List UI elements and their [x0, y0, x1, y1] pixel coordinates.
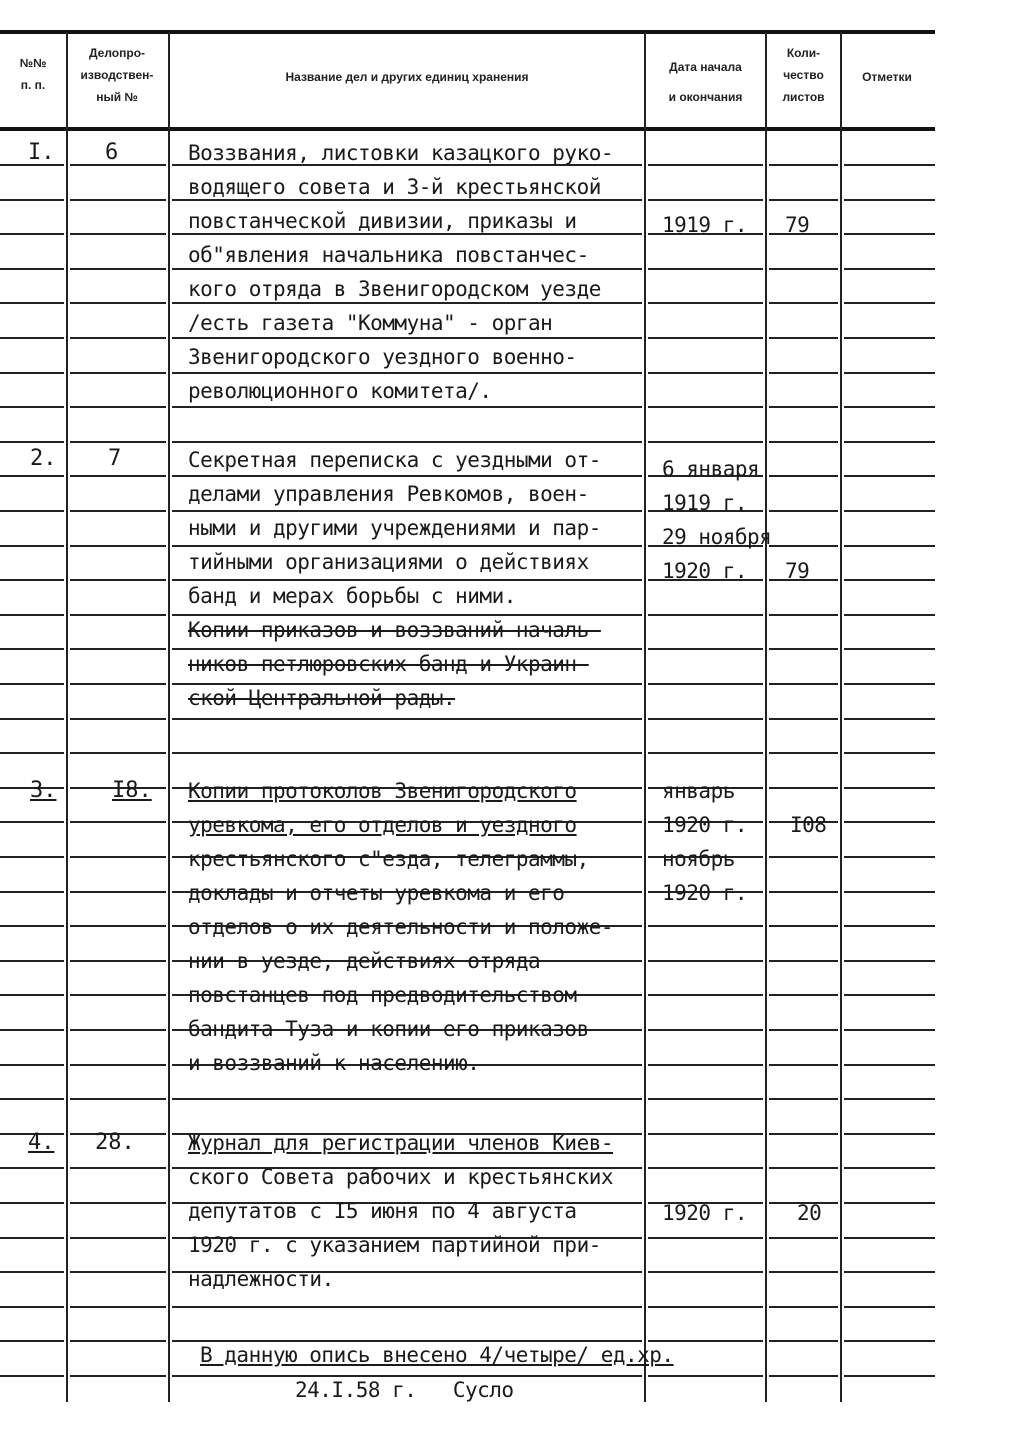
- ruled-line: [648, 960, 763, 962]
- ruled-line: [648, 1098, 763, 1100]
- ruled-line: [648, 1133, 763, 1135]
- ruled-line: [844, 545, 935, 547]
- row2-title: [188, 443, 601, 715]
- ruled-line: [648, 1306, 763, 1308]
- row3-date-line: январь: [662, 779, 735, 803]
- ruled-line: [0, 406, 64, 408]
- ruled-line: [172, 752, 642, 754]
- ruled-line: [648, 994, 763, 996]
- ruled-line: [0, 545, 64, 547]
- ruled-line: [844, 337, 935, 339]
- ruled-line: [648, 1375, 763, 1377]
- ruled-line: [769, 1064, 838, 1066]
- ruled-line: [70, 1306, 166, 1308]
- ruled-line: [844, 787, 935, 789]
- ruled-line: [0, 821, 64, 823]
- ruled-line: [844, 1306, 935, 1308]
- col-divider-1: [66, 32, 68, 1402]
- row3-line: отделов о их деятельности и положе-: [188, 915, 614, 939]
- ruled-line: [844, 268, 935, 270]
- row3-line: уревкома, его отделов и уездного: [188, 813, 577, 837]
- ruled-line: [70, 510, 166, 512]
- ruled-line: [70, 614, 166, 616]
- ruled-line: [769, 925, 838, 927]
- ruled-line: [648, 199, 763, 201]
- ruled-line: [0, 510, 64, 512]
- row1-sheets: 79: [785, 213, 810, 237]
- ruled-line: [844, 372, 935, 374]
- ruled-line: [70, 1340, 166, 1342]
- ruled-line: [70, 199, 166, 201]
- header-col-office-num: [68, 42, 166, 108]
- ruled-line: [769, 683, 838, 685]
- ruled-line: [844, 302, 935, 304]
- ruled-line: [70, 579, 166, 581]
- footer-date-signature: 24.I.58 г. Сусло: [295, 1378, 514, 1402]
- row3-num: 3.: [30, 778, 57, 803]
- ruled-line: [844, 1271, 935, 1273]
- ruled-line: [844, 1133, 935, 1135]
- ruled-line: [0, 1340, 64, 1342]
- ruled-line: [769, 891, 838, 893]
- ruled-line: [70, 856, 166, 858]
- ruled-line: [172, 1098, 642, 1100]
- ruled-line: [70, 752, 166, 754]
- ruled-line: [0, 372, 64, 374]
- ruled-line: [70, 960, 166, 962]
- ruled-line: [172, 718, 642, 720]
- ruled-line: [0, 233, 64, 235]
- ruled-line: [0, 960, 64, 962]
- ruled-line: [70, 648, 166, 650]
- header-top-rule: [0, 30, 935, 34]
- row3-line: и воззваний к населению.: [188, 1051, 480, 1075]
- ruled-line: [648, 302, 763, 304]
- ruled-line: [0, 994, 64, 996]
- row2-sheets: 79: [785, 559, 810, 583]
- row2-line: Секретная переписка с уездными от-: [188, 448, 601, 472]
- ruled-line: [844, 925, 935, 927]
- header-office-line3: ный №: [96, 90, 138, 104]
- ruled-line: [844, 1098, 935, 1100]
- ruled-line: [648, 1029, 763, 1031]
- row3-title: [188, 774, 613, 1080]
- ruled-line: [844, 856, 935, 858]
- row3-line: доклады и отчеты уревкома и его: [188, 881, 565, 905]
- ruled-line: [769, 787, 838, 789]
- ruled-line: [70, 233, 166, 235]
- ruled-line: [648, 925, 763, 927]
- ruled-line: [70, 337, 166, 339]
- ruled-line: [70, 545, 166, 547]
- ruled-line: [769, 1029, 838, 1031]
- row3-line: бандита Туза и копии его приказов: [188, 1017, 589, 1041]
- ruled-line: [0, 925, 64, 927]
- ruled-line: [0, 683, 64, 685]
- ruled-line: [648, 1064, 763, 1066]
- ruled-line: [769, 718, 838, 720]
- header-col-title: Название дел и других единиц хранения: [285, 70, 529, 84]
- ruled-line: [648, 614, 763, 616]
- ruled-line: [70, 1237, 166, 1239]
- ruled-line: [648, 164, 763, 166]
- ruled-line: [0, 718, 64, 720]
- row2-dates: [662, 452, 771, 588]
- ruled-line: [70, 925, 166, 927]
- ruled-line: [844, 994, 935, 996]
- ruled-line: [70, 718, 166, 720]
- ruled-line: [70, 1098, 166, 1100]
- header-sheets-line2: чество: [783, 68, 824, 82]
- ruled-line: [648, 1237, 763, 1239]
- ruled-line: [0, 614, 64, 616]
- row2-date-line: 1920 г.: [662, 559, 748, 583]
- ruled-line: [769, 1306, 838, 1308]
- row4-dates: 1920 г.: [662, 1201, 748, 1225]
- ruled-line: [844, 1202, 935, 1204]
- ruled-line: [844, 579, 935, 581]
- header-col-dates: [646, 52, 765, 112]
- ruled-line: [0, 1029, 64, 1031]
- row2-line: банд и мерах борьбы с ними.: [188, 584, 516, 608]
- row3-line: крестьянского с"езда, телеграммы,: [188, 847, 589, 871]
- ruled-line: [0, 1167, 64, 1169]
- row1-line: Звенигородского уездного военно-: [188, 345, 577, 369]
- ruled-line: [70, 683, 166, 685]
- ruled-line: [70, 1029, 166, 1031]
- row2-line: тийными организациями о действиях: [188, 550, 589, 574]
- ruled-line: [70, 302, 166, 304]
- ruled-line: [70, 1271, 166, 1273]
- ruled-line: [0, 268, 64, 270]
- ruled-line: [0, 1375, 64, 1377]
- ruled-line: [0, 856, 64, 858]
- row1-line: Воззвания, листовки казацкого руко-: [188, 141, 614, 165]
- row2-struck-line: ников петлюровских банд и Украин-: [188, 652, 589, 676]
- row2-date-line: 6 января: [662, 457, 760, 481]
- header-sheets-line3: листов: [782, 90, 825, 104]
- ruled-line: [172, 1306, 642, 1308]
- header-col-notes: Отметки: [862, 70, 912, 84]
- ruled-line: [769, 199, 838, 201]
- ruled-line: [70, 994, 166, 996]
- ruled-line: [844, 475, 935, 477]
- ruled-line: [0, 1064, 64, 1066]
- ruled-line: [769, 1098, 838, 1100]
- row4-line: надлежности.: [188, 1267, 334, 1291]
- row4-num: 4.: [28, 1130, 55, 1155]
- ruled-line: [769, 960, 838, 962]
- ruled-line: [844, 199, 935, 201]
- header-col-sheets: [767, 42, 840, 108]
- ruled-line: [844, 821, 935, 823]
- ruled-line: [844, 960, 935, 962]
- ruled-line: [70, 1167, 166, 1169]
- ruled-line: [844, 1029, 935, 1031]
- row4-sheets: 20: [797, 1201, 822, 1225]
- ruled-line: [844, 718, 935, 720]
- ruled-line: [844, 752, 935, 754]
- row3-date-line: 1920 г.: [662, 813, 748, 837]
- ruled-line: [769, 302, 838, 304]
- row4-line: ского Совета рабочих и крестьянских: [188, 1165, 614, 1189]
- row2-office-num: 7: [108, 446, 122, 471]
- col-divider-2: [168, 32, 170, 1402]
- row4-line: Журнал для регистрации членов Киев-: [188, 1131, 614, 1155]
- row1-office-num: 6: [105, 140, 119, 165]
- ruled-line: [0, 1237, 64, 1239]
- ruled-line: [844, 164, 935, 166]
- header-dates-line2: и окончания: [668, 90, 743, 104]
- ruled-line: [769, 614, 838, 616]
- ruled-line: [844, 614, 935, 616]
- header-bottom-rule: [0, 127, 935, 131]
- ruled-line: [769, 1375, 838, 1377]
- ruled-line: [844, 441, 935, 443]
- ruled-line: [648, 752, 763, 754]
- row1-line: кого отряда в Звенигородском уезде: [188, 277, 601, 301]
- ruled-line: [70, 406, 166, 408]
- ruled-line: [0, 1271, 64, 1273]
- row1-line: /есть газета "Коммуна" - орган: [188, 311, 553, 335]
- ruled-line: [0, 199, 64, 201]
- ruled-line: [0, 337, 64, 339]
- header-dates-line1: Дата начала: [669, 60, 742, 74]
- row1-line: революционного комитета/.: [188, 379, 492, 403]
- col-divider-5: [840, 32, 842, 1402]
- ruled-line: [648, 1167, 763, 1169]
- ruled-line: [70, 1064, 166, 1066]
- row1-title: [188, 136, 613, 408]
- ruled-line: [844, 233, 935, 235]
- ruled-line: [769, 268, 838, 270]
- row1-num: I.: [28, 140, 55, 165]
- ruled-line: [769, 1271, 838, 1273]
- ruled-line: [70, 891, 166, 893]
- ruled-line: [844, 1167, 935, 1169]
- ruled-line: [0, 891, 64, 893]
- footer-summary: В данную опись внесено 4/четыре/ ед.хр.: [200, 1343, 674, 1367]
- ruled-line: [844, 1340, 935, 1342]
- row1-line: водящего совета и 3-й крестьянской: [188, 175, 601, 199]
- ruled-line: [0, 1202, 64, 1204]
- header-col-num: [2, 52, 64, 96]
- row1-dates: 1919 г.: [662, 213, 748, 237]
- row3-sheets: I08: [790, 813, 827, 837]
- ruled-line: [648, 337, 763, 339]
- ruled-line: [769, 856, 838, 858]
- row2-num: 2.: [30, 446, 57, 471]
- ruled-line: [648, 718, 763, 720]
- row2-struck-line: ской Центральной рады.: [188, 686, 456, 710]
- row1-line: повстанческой дивизии, приказы и: [188, 209, 577, 233]
- ruled-line: [769, 475, 838, 477]
- header-col-num-line1: №№: [19, 56, 47, 70]
- row3-dates: [662, 774, 747, 910]
- row2-date-line: 1919 г.: [662, 491, 748, 515]
- ruled-line: [70, 268, 166, 270]
- row2-line: ными и другими учреждениями и пар-: [188, 516, 601, 540]
- ruled-line: [70, 1375, 166, 1377]
- row4-line: депутатов с I5 июня по 4 августа: [188, 1199, 577, 1223]
- ruled-line: [769, 406, 838, 408]
- ruled-line: [0, 579, 64, 581]
- ruled-line: [844, 648, 935, 650]
- row2-date-line: 29 ноября: [662, 525, 772, 549]
- col-divider-4: [765, 32, 767, 1402]
- ruled-line: [844, 406, 935, 408]
- ruled-line: [648, 406, 763, 408]
- ruled-line: [648, 441, 763, 443]
- ruled-line: [844, 1237, 935, 1239]
- ruled-line: [769, 994, 838, 996]
- ruled-line: [0, 1098, 64, 1100]
- ruled-line: [769, 1237, 838, 1239]
- ruled-line: [769, 164, 838, 166]
- ruled-line: [769, 337, 838, 339]
- header-office-line2: изводствен-: [80, 68, 154, 82]
- ruled-line: [70, 821, 166, 823]
- row3-line: повстанцев под предводительством: [188, 983, 577, 1007]
- ruled-line: [844, 1375, 935, 1377]
- ruled-line: [844, 891, 935, 893]
- ruled-line: [844, 510, 935, 512]
- row4-title: [188, 1126, 613, 1296]
- header-office-line1: Делопро-: [88, 46, 146, 60]
- ruled-line: [648, 268, 763, 270]
- ruled-line: [769, 545, 838, 547]
- ruled-line: [648, 372, 763, 374]
- ruled-line: [769, 441, 838, 443]
- header-col-num-line2: п. п.: [20, 78, 46, 92]
- ruled-line: [648, 683, 763, 685]
- row3-date-line: 1920 г.: [662, 881, 748, 905]
- ruled-line: [769, 1340, 838, 1342]
- ruled-line: [648, 1271, 763, 1273]
- ruled-line: [769, 1167, 838, 1169]
- ruled-line: [769, 648, 838, 650]
- row3-line: нии в уезде, действиях отряда: [188, 949, 541, 973]
- col-divider-3: [644, 32, 646, 1402]
- ruled-line: [0, 1306, 64, 1308]
- ruled-line: [0, 648, 64, 650]
- row3-line: Копии протоколов Звенигородского: [188, 779, 577, 803]
- row2-struck-line: Копии приказов и воззваний началь-: [188, 618, 601, 642]
- row4-office-num: 28.: [95, 1130, 135, 1155]
- ruled-line: [769, 372, 838, 374]
- ruled-line: [0, 752, 64, 754]
- ruled-line: [648, 648, 763, 650]
- ruled-line: [844, 1064, 935, 1066]
- ruled-line: [70, 1202, 166, 1204]
- ruled-line: [844, 683, 935, 685]
- ruled-line: [769, 510, 838, 512]
- ruled-line: [769, 1133, 838, 1135]
- row1-line: об"явления начальника повстанчес-: [188, 243, 589, 267]
- row3-office-num: I8.: [112, 778, 152, 803]
- ruled-line: [70, 372, 166, 374]
- row4-line: 1920 г. с указанием партийной при-: [188, 1233, 601, 1257]
- header-sheets-line1: Коли-: [786, 46, 821, 60]
- row2-line: делами управления Ревкомов, воен-: [188, 482, 589, 506]
- row3-date-line: ноябрь: [662, 847, 735, 871]
- ruled-line: [0, 302, 64, 304]
- ruled-line: [769, 752, 838, 754]
